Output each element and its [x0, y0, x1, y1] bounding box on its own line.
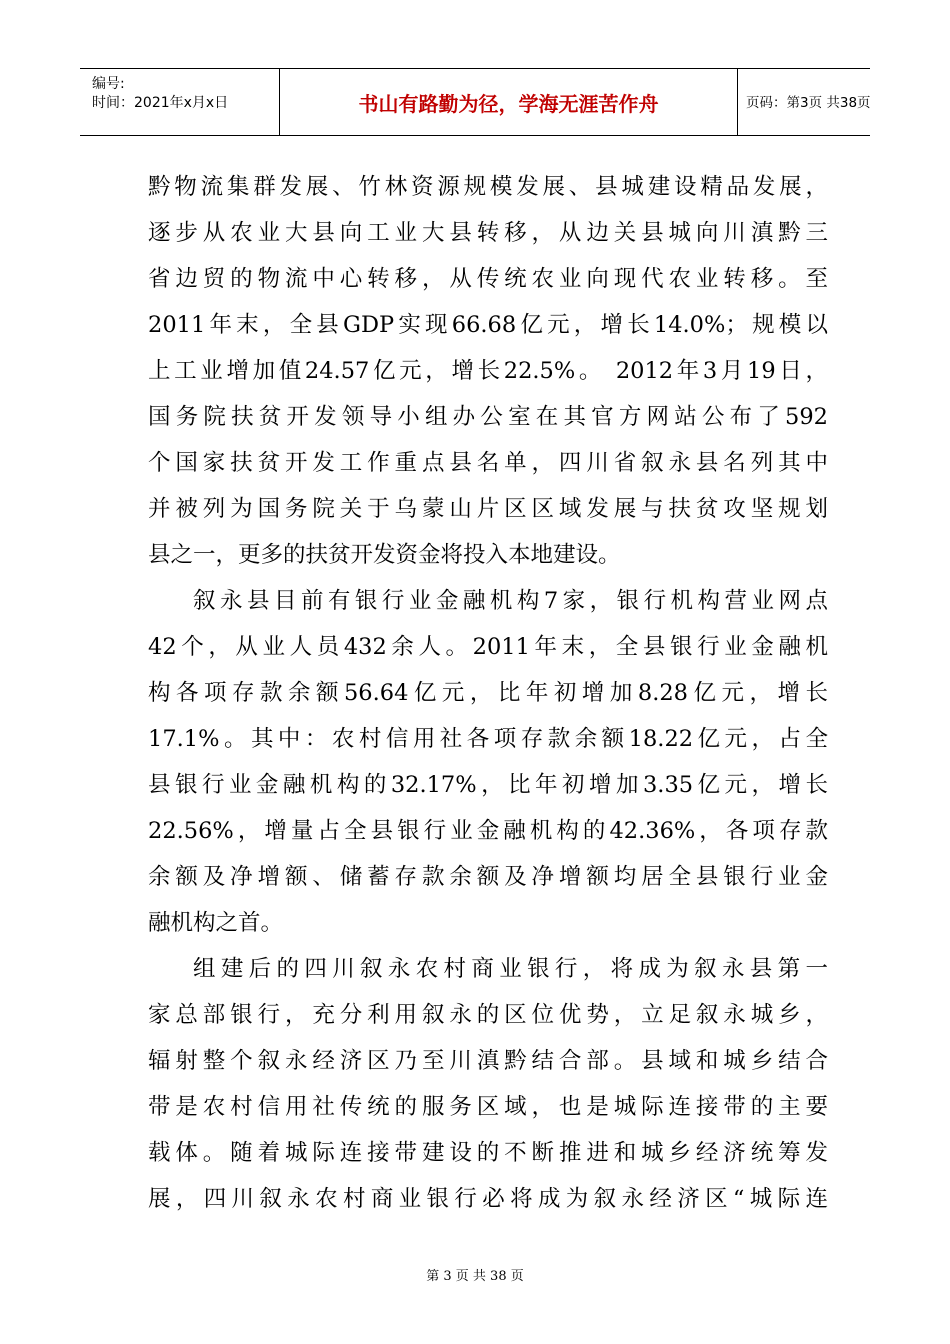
text-line: 载体。随着城际连接带建设的不断推进和城乡经济统筹发	[148, 1140, 828, 1166]
document-time-label: 时间：2021年x月x日	[92, 95, 229, 111]
text-line: 组建后的四川叙永农村商业银行，将成为叙永县第一	[193, 956, 828, 982]
text-line: 融机构之首。	[148, 910, 284, 936]
text-line: 17.1%。其中：农村信用社各项存款余额18.22亿元，占全	[148, 726, 828, 752]
text-line: 上工业增加值24.57亿元，增长22.5%。 2012年3月19日，	[148, 358, 828, 384]
text-line: 余额及净增额、储蓄存款余额及净增额均居全县银行业金	[148, 864, 828, 890]
text-line: 县银行业金融机构的32.17%，比年初增加3.35亿元，增长	[148, 772, 828, 798]
text-line: 并被列为国务院关于乌蒙山片区区域发展与扶贫攻坚规划	[148, 496, 828, 522]
text-line: 2011年末，全县GDP实现66.68亿元，增长14.0%；规模以	[148, 312, 828, 338]
paragraph-3	[148, 946, 828, 1222]
header-page-label: 页码：第3页 共38页	[746, 95, 871, 111]
text-line: 省边贸的物流中心转移，从传统农业向现代农业转移。至	[148, 266, 828, 292]
text-line: 个国家扶贫开发工作重点县名单，四川省叙永县名列其中	[148, 450, 828, 476]
document-body	[148, 164, 828, 1222]
text-line: 县之一，更多的扶贫开发资金将投入本地建设。	[148, 542, 621, 568]
text-line: 22.56%，增量占全县银行业金融机构的42.36%，各项存款	[148, 818, 828, 844]
text-line: 国务院扶贫开发领导小组办公室在其官方网站公布了592	[148, 404, 828, 430]
text-line: 叙永县目前有银行业金融机构7家，银行机构营业网点	[193, 588, 828, 614]
text-line: 带是农村信用社传统的服务区域，也是城际连接带的主要	[148, 1094, 828, 1120]
page-header	[80, 68, 870, 136]
text-line: 逐步从农业大县向工业大县转移，从边关县城向川滇黔三	[148, 220, 828, 246]
header-meta-cell	[80, 69, 280, 135]
text-line: 家总部银行，充分利用叙永的区位优势，立足叙永城乡，	[148, 1002, 828, 1028]
text-line: 黔物流集群发展、竹林资源规模发展、县城建设精品发展，	[148, 174, 828, 200]
page-footer: 第 3 页 共 38 页	[426, 1269, 524, 1284]
header-page-cell	[738, 69, 870, 135]
document-number-label: 编号:	[92, 76, 125, 92]
motto-text: 书山有路勤为径，学海无涯苦作舟	[358, 92, 659, 116]
text-line: 构各项存款余额56.64亿元，比年初增加8.28亿元，增长	[148, 680, 828, 706]
paragraph-2	[148, 578, 828, 946]
header-motto-cell	[280, 69, 738, 135]
paragraph-1	[148, 164, 828, 578]
text-line: 42个，从业人员432余人。2011年末，全县银行业金融机	[148, 634, 828, 660]
text-line: 辐射整个叙永经济区乃至川滇黔结合部。县域和城乡结合	[148, 1048, 828, 1074]
text-line: 展，四川叙永农村商业银行必将成为叙永经济区“城际连	[148, 1186, 828, 1212]
